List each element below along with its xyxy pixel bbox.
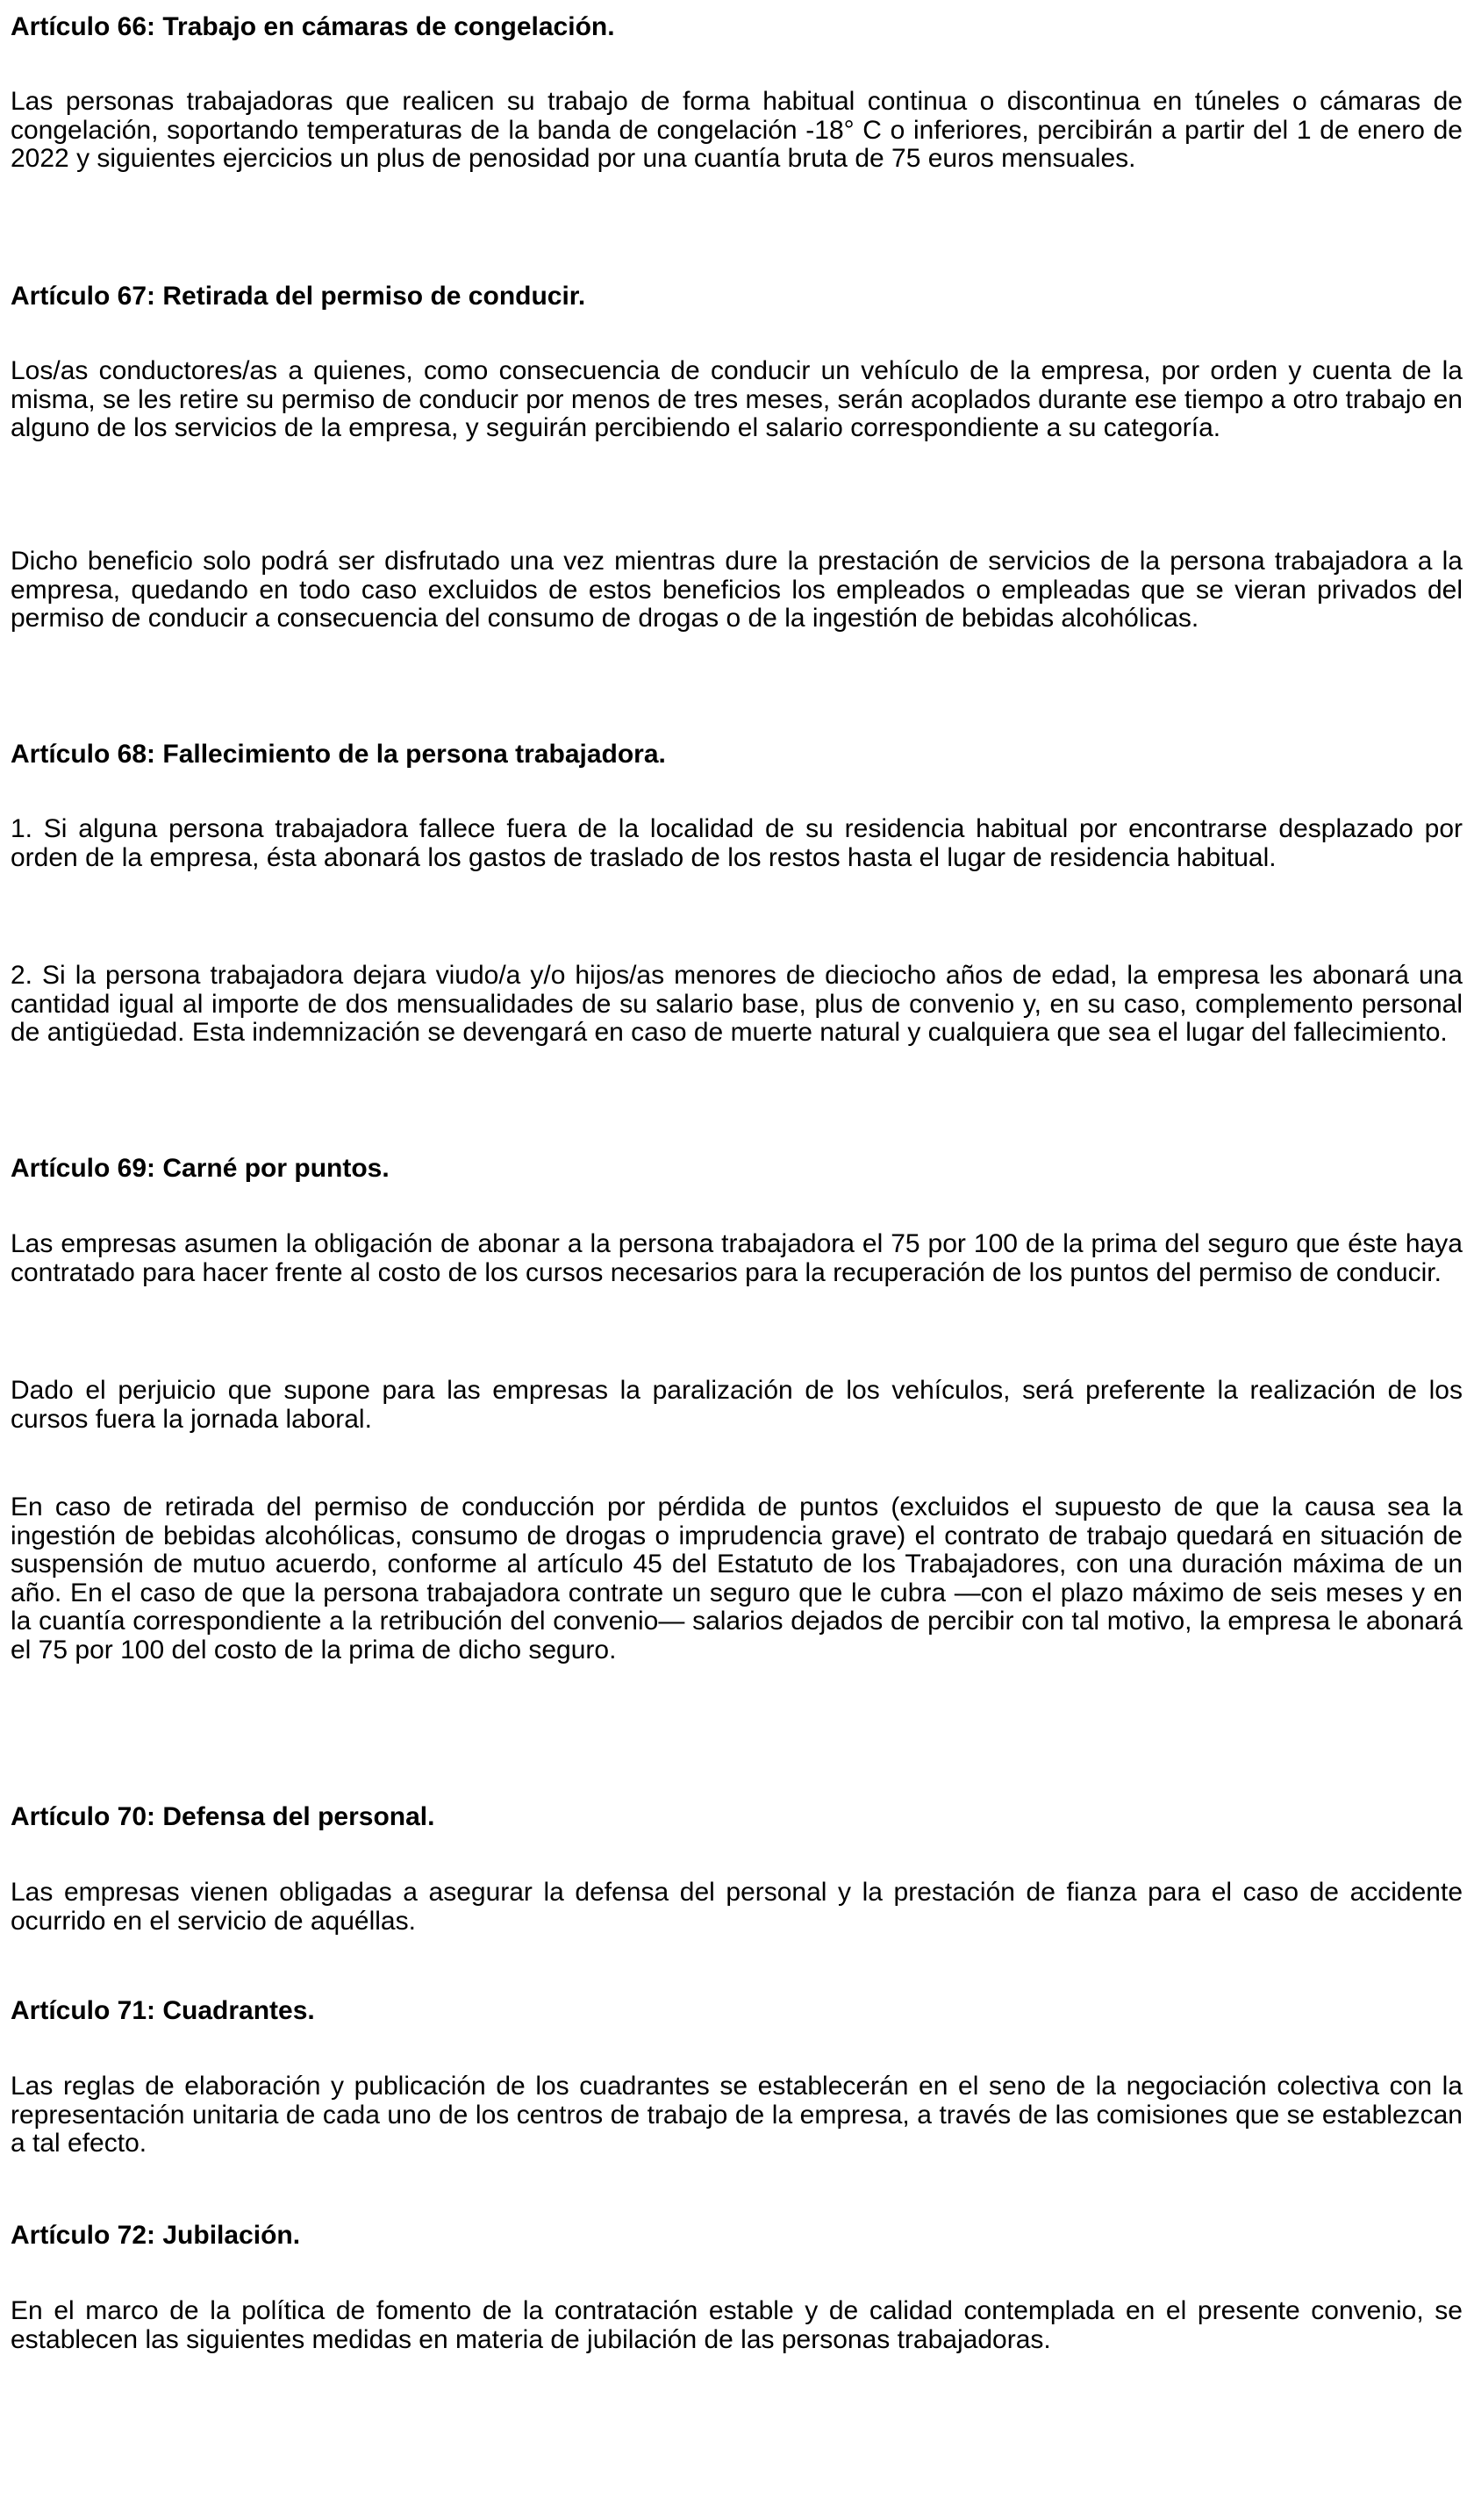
article-68-title: Artículo 68: Fallecimiento de la persona trabajadora. <box>11 740 666 769</box>
article-70-title: Artículo 70: Defensa del personal. <box>11 1802 435 1831</box>
article-71-title: Artículo 71: Cuadrantes. <box>11 1996 315 2025</box>
article-71-paragraph-1: Las reglas de elaboración y publicación de los cuadrantes se establecerán en el seno de la negociación colectiva con la representación unitaria de cada uno de los centros de trabajo de la empresa, a través de las comisiones que se establezcan a tal efecto. <box>11 2072 1463 2158</box>
article-67-title: Artículo 67: Retirada del permiso de conducir. <box>11 282 586 311</box>
article-69-paragraph-3: En caso de retirada del permiso de conducción por pérdida de puntos (excluidos el supuesto de que la causa sea la ingestión de bebidas alcohólicas, consumo de drogas o imprudencia grave) el contrato de trabajo quedará en situación de suspensión de mutuo acuerdo, conforme al artículo 45 del Estatuto de los Trabajadores, con una duración máxima de un año. En el caso de que la persona trabajadora contrate un seguro que le cubra —con el plazo máximo de seis meses y en la cuantía correspondiente a la retribución del convenio— salarios dejados de percibir con tal motivo, la empresa le abonará el 75 por 100 del costo de la prima de dicho seguro. <box>11 1493 1463 1664</box>
article-67-paragraph-2: Dicho beneficio solo podrá ser disfrutado una vez mientras dure la prestación de servicios de la persona trabajadora a la empresa, quedando en todo caso excluidos de estos beneficios los empleados o empleadas que se vieran privados del permiso de conducir a consecuencia del consumo de drogas o de la ingestión de bebidas alcohólicas. <box>11 547 1463 633</box>
article-70-paragraph-1: Las empresas vienen obligadas a asegurar la defensa del personal y la prestación de fianza para el caso de accidente ocurrido en el servicio de aquéllas. <box>11 1878 1463 1936</box>
article-69-title: Artículo 69: Carné por puntos. <box>11 1154 390 1183</box>
article-66-paragraph-1: Las personas trabajadoras que realicen su trabajo de forma habitual continua o discontinua en túneles o cámaras de congelación, soportando temperaturas de la banda de congelación -18° C o inferiores, percibirán a partir del 1 de enero de 2022 y siguientes ejercicios un plus de penosidad por una cuantía bruta de 75 euros mensuales. <box>11 87 1463 173</box>
article-66-title: Artículo 66: Trabajo en cámaras de congelación. <box>11 12 615 41</box>
article-72-paragraph-1: En el marco de la política de fomento de la contratación estable y de calidad contemplada en el presente convenio, se establecen las siguientes medidas en materia de jubilación de las personas trabajadoras. <box>11 2296 1463 2354</box>
article-68-paragraph-1: 1. Si alguna persona trabajadora fallece fuera de la localidad de su residencia habitual por encontrarse desplazado por orden de la empresa, ésta abonará los gastos de traslado de los restos hasta el lugar de residencia habitual. <box>11 814 1463 872</box>
article-67-paragraph-1: Los/as conductores/as a quienes, como consecuencia de conducir un vehículo de la empresa, por orden y cuenta de la misma, se les retire su permiso de conducir por menos de tres meses, serán acoplados durante ese tiempo a otro trabajo en alguno de los servicios de la empresa, y seguirán percibiendo el salario correspondiente a su categoría. <box>11 356 1463 442</box>
article-72-title: Artículo 72: Jubilación. <box>11 2221 301 2250</box>
article-68-paragraph-2: 2. Si la persona trabajadora dejara viudo/a y/o hijos/as menores de dieciocho años de edad, la empresa les abonará una cantidad igual al importe de dos mensualidades de su salario base, plus de convenio y, en su caso, complemento personal de antigüedad. Esta indemnización se devengará en caso de muerte natural y cualquiera que sea el lugar del fallecimiento. <box>11 961 1463 1047</box>
article-69-paragraph-2: Dado el perjuicio que supone para las empresas la paralización de los vehículos, será preferente la realización de los cursos fuera la jornada laboral. <box>11 1376 1463 1434</box>
article-69-paragraph-1: Las empresas asumen la obligación de abonar a la persona trabajadora el 75 por 100 de la prima del seguro que éste haya contratado para hacer frente al costo de los cursos necesarios para la recuperación de los puntos del permiso de conducir. <box>11 1229 1463 1287</box>
